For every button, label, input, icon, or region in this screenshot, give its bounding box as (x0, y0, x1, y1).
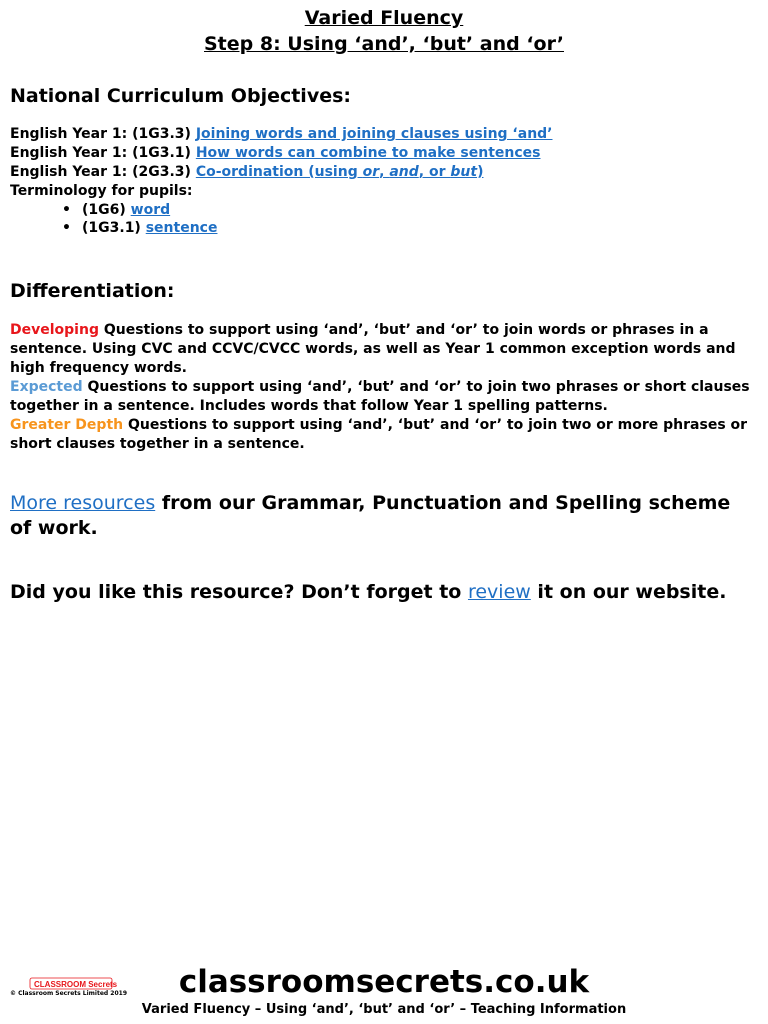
page-subtitle: Step 8: Using ‘and’, ‘but’ and ‘or’ (204, 33, 564, 55)
greater-depth-paragraph (10, 416, 755, 454)
resources-paragraph (10, 491, 750, 541)
objective-link-joining-words[interactable]: Joining words and joining clauses using ‘and’ (195, 126, 553, 142)
link-part: , (379, 164, 390, 180)
greater-depth-label: Greater Depth (10, 417, 124, 433)
resources-text: from our Grammar, Punctuation and Spelling scheme of work. (10, 492, 731, 539)
developing-paragraph (10, 321, 755, 378)
link-part-but: but (450, 164, 478, 180)
expected-text: Questions to support using ‘and’, ‘but’ and ‘or’ to join two phrases or short clauses together in a sentence. Includes words that follow Year 1 spelling patterns. (10, 379, 750, 414)
link-part-and: and (389, 164, 419, 180)
link-part-or: or (362, 164, 380, 180)
term-item-sentence (62, 219, 217, 238)
more-resources-link[interactable]: More resources (10, 492, 156, 514)
objectives-heading: National Curriculum Objectives: (10, 85, 351, 107)
page-title: Varied Fluency (304, 7, 464, 29)
link-part: , or (418, 164, 451, 180)
link-part: Co-ordination (using (195, 164, 363, 180)
review-after-text: it on our website. (530, 581, 727, 603)
objective-prefix: English Year 1: (2G3.3) (10, 164, 196, 180)
term-link-word[interactable]: word (130, 202, 171, 218)
term-code: (1G3.1) (82, 220, 146, 236)
review-paragraph (10, 580, 750, 605)
term-item-word (62, 201, 170, 220)
greater-depth-text: Questions to support using ‘and’, ‘but’ and ‘or’ to join two or more phrases or short clauses together in a sentence. (10, 417, 748, 452)
review-before-text: Did you like this resource? Don’t forget to (10, 581, 468, 603)
terminology-label: Terminology for pupils: (10, 183, 193, 199)
expected-paragraph (10, 378, 755, 416)
footer-subtitle: Varied Fluency – Using ‘and’, ‘but’ and ‘or’ – Teaching Information (141, 1002, 627, 1017)
copyright-text: © Classroom Secrets Limited 2019 (10, 990, 127, 997)
objective-link-coordination[interactable] (196, 164, 484, 180)
term-link-sentence[interactable]: sentence (145, 220, 218, 236)
objective-line-2 (10, 144, 541, 163)
link-part: ) (477, 164, 484, 180)
expected-label: Expected (10, 379, 83, 395)
logo-text: CLASSROOM Secrets (34, 980, 118, 989)
review-link[interactable]: review (467, 581, 531, 603)
developing-label: Developing (10, 322, 99, 338)
bullet-icon: • (62, 220, 71, 236)
objective-prefix: English Year 1: (1G3.1) (10, 145, 196, 161)
objective-line-1 (10, 125, 553, 144)
footer-site-url[interactable]: classroomsecrets.co.uk (178, 964, 590, 1000)
developing-text: Questions to support using ‘and’, ‘but’ and ‘or’ to join words or phrases in a sentence. Using CVC and CCVC/CVCC words, as well as Year 1 common exception words and high frequency words. (10, 322, 736, 376)
objective-prefix: English Year 1: (1G3.3) (10, 126, 196, 142)
objective-link-combine-words[interactable]: How words can combine to make sentences (195, 145, 541, 161)
objective-line-3 (10, 163, 483, 182)
differentiation-heading: Differentiation: (10, 280, 175, 302)
term-code: (1G6) (82, 202, 131, 218)
bullet-icon: • (62, 202, 71, 218)
